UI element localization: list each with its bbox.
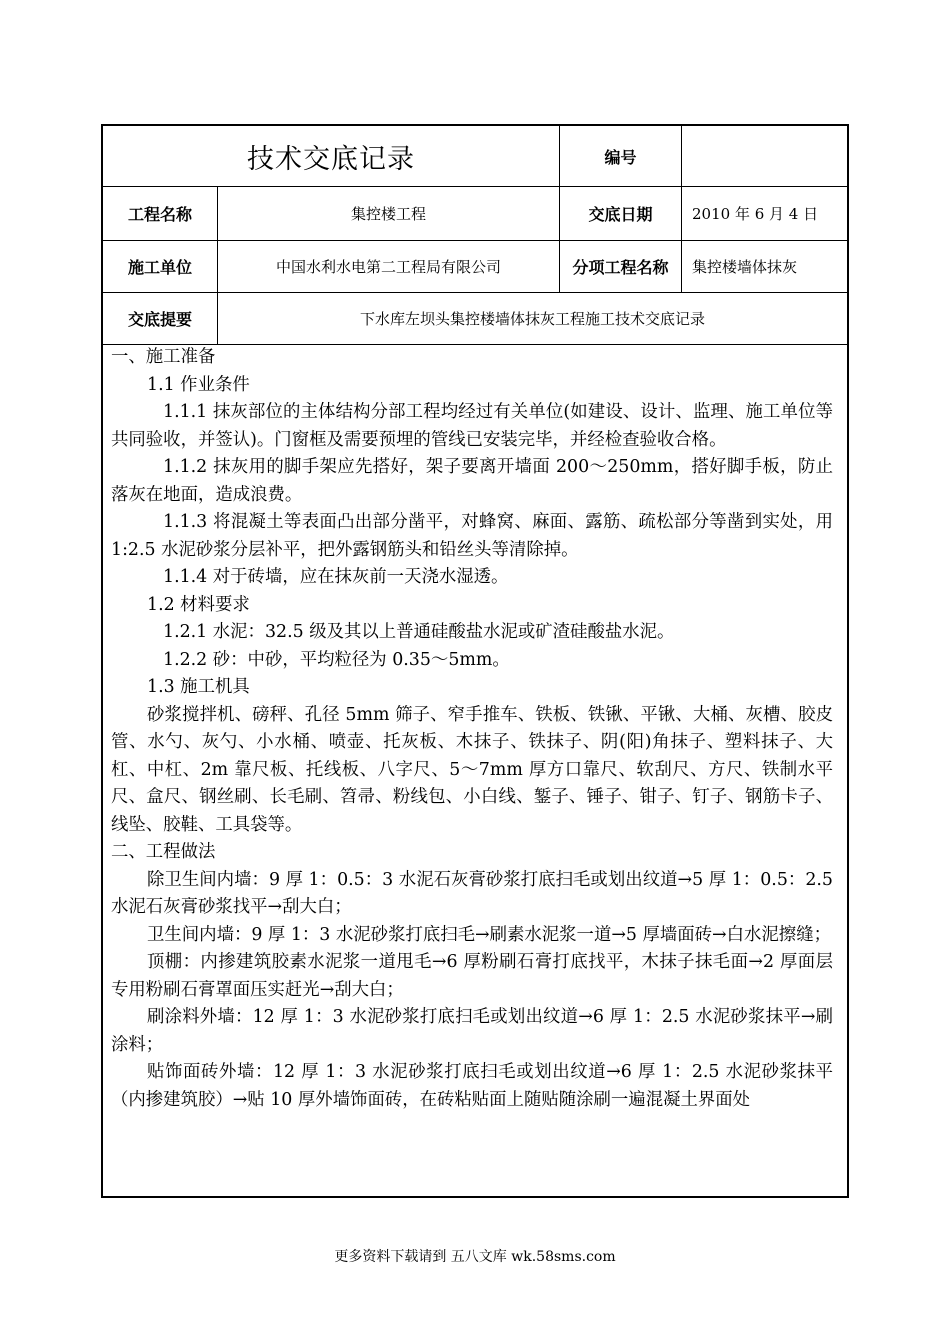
project-name-label: 工程名称 <box>127 205 192 224</box>
date-label: 交底日期 <box>588 205 653 224</box>
subsection-heading: 1.1 作业条件 <box>147 374 250 395</box>
subsection-heading: 1.3 施工机具 <box>147 677 250 697</box>
date-value: 2010 年 6 月 4 日 <box>692 205 819 223</box>
summary-label: 交底提要 <box>127 310 192 329</box>
section-heading: 一、施工准备 <box>111 347 216 367</box>
paragraph: 刷涂料外墙：12 厚 1：3 水泥砂浆打底扫毛或划出纹道→6 厚 1：2.5 水泥砂浆抹平→刷涂料； <box>111 1007 833 1055</box>
subsection-heading: 1.2 材料要求 <box>147 594 250 615</box>
contractor-label: 施工单位 <box>127 258 192 277</box>
page-title: 技术交底记录 <box>247 143 415 175</box>
paragraph: 1.1.3 将混凝土等表面凸出部分凿平，对蜂窝、麻面、露筋、疏松部分等凿到实处，用 1:2.5 水泥砂浆分层补平，把外露钢筋头和铅丝头等清除掉。 <box>111 512 833 560</box>
paragraph: 卫生间内墙：9 厚 1：3 水泥砂浆打底扫毛→刷素水泥浆一道→5 厚墙面砖→白水泥擦缝； <box>147 924 831 945</box>
paragraph: 1.2.1 水泥：32.5 级及其以上普通硅酸盐水泥或矿渣硅酸盐水泥。 <box>163 622 675 642</box>
subitem-label: 分项工程名称 <box>572 258 669 277</box>
paragraph: 除卫生间内墙：9 厚 1：0.5：3 水泥石灰膏砂浆打底扫毛或划出纹道→5 厚 1：0.5：2.5 水泥石灰膏砂浆找平→刮大白； <box>111 869 833 917</box>
paragraph: 1.1.2 抹灰用的脚手架应先搭好，架子要离开墙面 200～250mm，搭好脚手板，防止落灰在地面，造成浪费。 <box>111 457 833 505</box>
paragraph: 1.1.1 抹灰部位的主体结构分部工程均经过有关单位(如建设、设计、监理、施工单位等共同验收，并签认)。门窗框及需要预埋的管线已安装完毕，并经检查验收合格。 <box>111 402 833 450</box>
paragraph: 顶棚：内掺建筑胶素水泥浆一道甩毛→6 厚粉刷石膏打底找平，木抹子抹毛面→2 厚面层专用粉刷石膏罩面压实赶光→刮大白； <box>111 952 833 1000</box>
paragraph: 1.2.2 砂：中砂，平均粒径为 0.35～5mm。 <box>163 649 510 670</box>
paragraph: 1.1.4 对于砖墙，应在抹灰前一天浇水湿透。 <box>163 567 509 587</box>
number-value <box>682 126 847 186</box>
footer-note: 更多资料下载请到 五八文库 wk.58sms.com <box>334 1249 616 1265</box>
summary-value: 下水库左坝头集控楼墙体抹灰工程施工技术交底记录 <box>359 310 705 328</box>
number-label: 编号 <box>604 147 637 167</box>
contractor-value: 中国水利水电第二工程局有限公司 <box>275 258 501 276</box>
disclosure-content <box>103 344 847 1114</box>
tech-disclosure-form <box>101 124 849 1198</box>
section-heading: 二、工程做法 <box>111 842 216 862</box>
subitem-value: 集控楼墙体抹灰 <box>692 258 798 276</box>
project-name-value: 集控楼工程 <box>350 205 426 223</box>
paragraph: 砂浆搅拌机、磅秤、孔径 5mm 筛子、窄手推车、铁板、铁锹、平锹、大桶、灰槽、胶皮管、水勺、灰勺、小水桶、喷壶、托灰板、木抹子、铁抹子、阴(阳)角抹子、塑料抹子、大杠、中杠、2m 靠尺板、托线板、八字尺、5～7mm 厚方口靠尺、软刮尺、方尺、铁制水平尺、盒尺、钢丝刷、长毛刷、笤帚、粉线包、小白线、錾子、锤子、钳子、钉子、钢筋卡子、线坠、胶鞋、工具袋等。 <box>111 704 833 835</box>
paragraph: 贴饰面砖外墙：12 厚 1：3 水泥砂浆打底扫毛或划出纹道→6 厚 1：2.5 水泥砂浆抹平（内掺建筑胶）→贴 10 厚外墙饰面砖，在砖粘贴面上随贴随涂刷一遍混凝土界面处 <box>111 1062 833 1110</box>
